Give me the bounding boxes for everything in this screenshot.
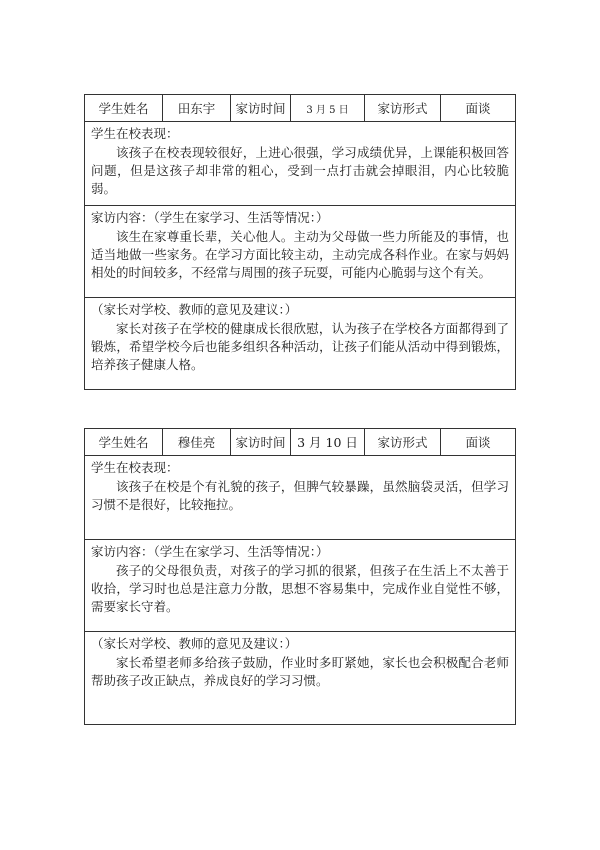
parent-feedback-text: 家长希望老师多给孩子鼓励，作业时多盯紧她，家长也会积极配合老师帮助孩子改正缺点，养成良好的学习习惯。 bbox=[91, 655, 509, 688]
school-performance-title: 学生在校表现： bbox=[91, 460, 179, 475]
visit-date: 3 月 10 日 bbox=[291, 429, 365, 455]
student-name-label: 学生姓名 bbox=[85, 429, 163, 455]
school-performance-text: 该孩子在校表现较很好，上进心很强，学习成绩优异，上课能积极回答问题，但是这孩子却非常的粗心，受到一点打击就会掉眼泪，内心比较脆弱。 bbox=[91, 145, 509, 196]
visit-content-title: 家访内容：（学生在家学习、生活等情况：） bbox=[91, 210, 329, 225]
parent-feedback-title: （家长对学校、教师的意见及建议：） bbox=[91, 636, 298, 651]
student-name: 穆佳亮 bbox=[163, 429, 231, 455]
visit-time-label: 家访时间 bbox=[231, 95, 291, 121]
visit-content-section bbox=[85, 540, 515, 632]
school-performance-section bbox=[85, 122, 515, 206]
visit-content-text: 孩子的父母很负责，对孩子的学习抓的很紧，但孩子在生活上不太善于收拾，学习时也总是注意力分散，思想不容易集中，完成作业自觉性不够，需要家长守着。 bbox=[91, 563, 509, 614]
visit-content-text: 该生在家尊重长辈，关心他人。主动为父母做一些力所能及的事情，也适当地做一些家务。在学习方面比较主动，主动完成各科作业。在家与妈妈相处的时间较多，不经常与周围的孩子玩耍，可能内心脆弱与这个有关。 bbox=[91, 229, 509, 280]
visit-form: 面谈 bbox=[465, 101, 491, 116]
visit-content-title: 家访内容：（学生在家学习、生活等情况：） bbox=[91, 544, 329, 559]
student-name: 田东宇 bbox=[163, 95, 231, 121]
parent-feedback-text: 家长对孩子在学校的健康成长很欣慰，认为孩子在学校各方面都得到了锻炼，希望学校今后也能多组织各种活动，让孩子们能从活动中得到锻炼，培养孩子健康人格。 bbox=[91, 321, 509, 372]
visit-date: 3 月 5 日 bbox=[291, 95, 365, 121]
visit-form: 面谈 bbox=[465, 435, 491, 450]
parent-feedback-section bbox=[85, 632, 515, 725]
school-performance-title: 学生在校表现： bbox=[91, 126, 179, 141]
home-visit-record-1 bbox=[84, 94, 516, 390]
record-header bbox=[85, 429, 515, 456]
home-visit-record-2 bbox=[84, 428, 516, 725]
parent-feedback-section bbox=[85, 298, 515, 390]
parent-feedback-title: （家长对学校、教师的意见及建议：） bbox=[91, 302, 298, 317]
record-header bbox=[85, 95, 515, 122]
school-performance-section bbox=[85, 456, 515, 540]
visit-content-section bbox=[85, 206, 515, 298]
student-name-label: 学生姓名 bbox=[85, 95, 163, 121]
visit-time-label: 家访时间 bbox=[231, 429, 291, 455]
visit-form-label: 家访形式 bbox=[365, 95, 441, 121]
school-performance-text: 该孩子在校是个有礼貌的孩子，但脾气较暴躁，虽然脑袋灵活，但学习习惯不是很好，比较拖拉。 bbox=[91, 479, 509, 512]
visit-form-label: 家访形式 bbox=[365, 429, 441, 455]
